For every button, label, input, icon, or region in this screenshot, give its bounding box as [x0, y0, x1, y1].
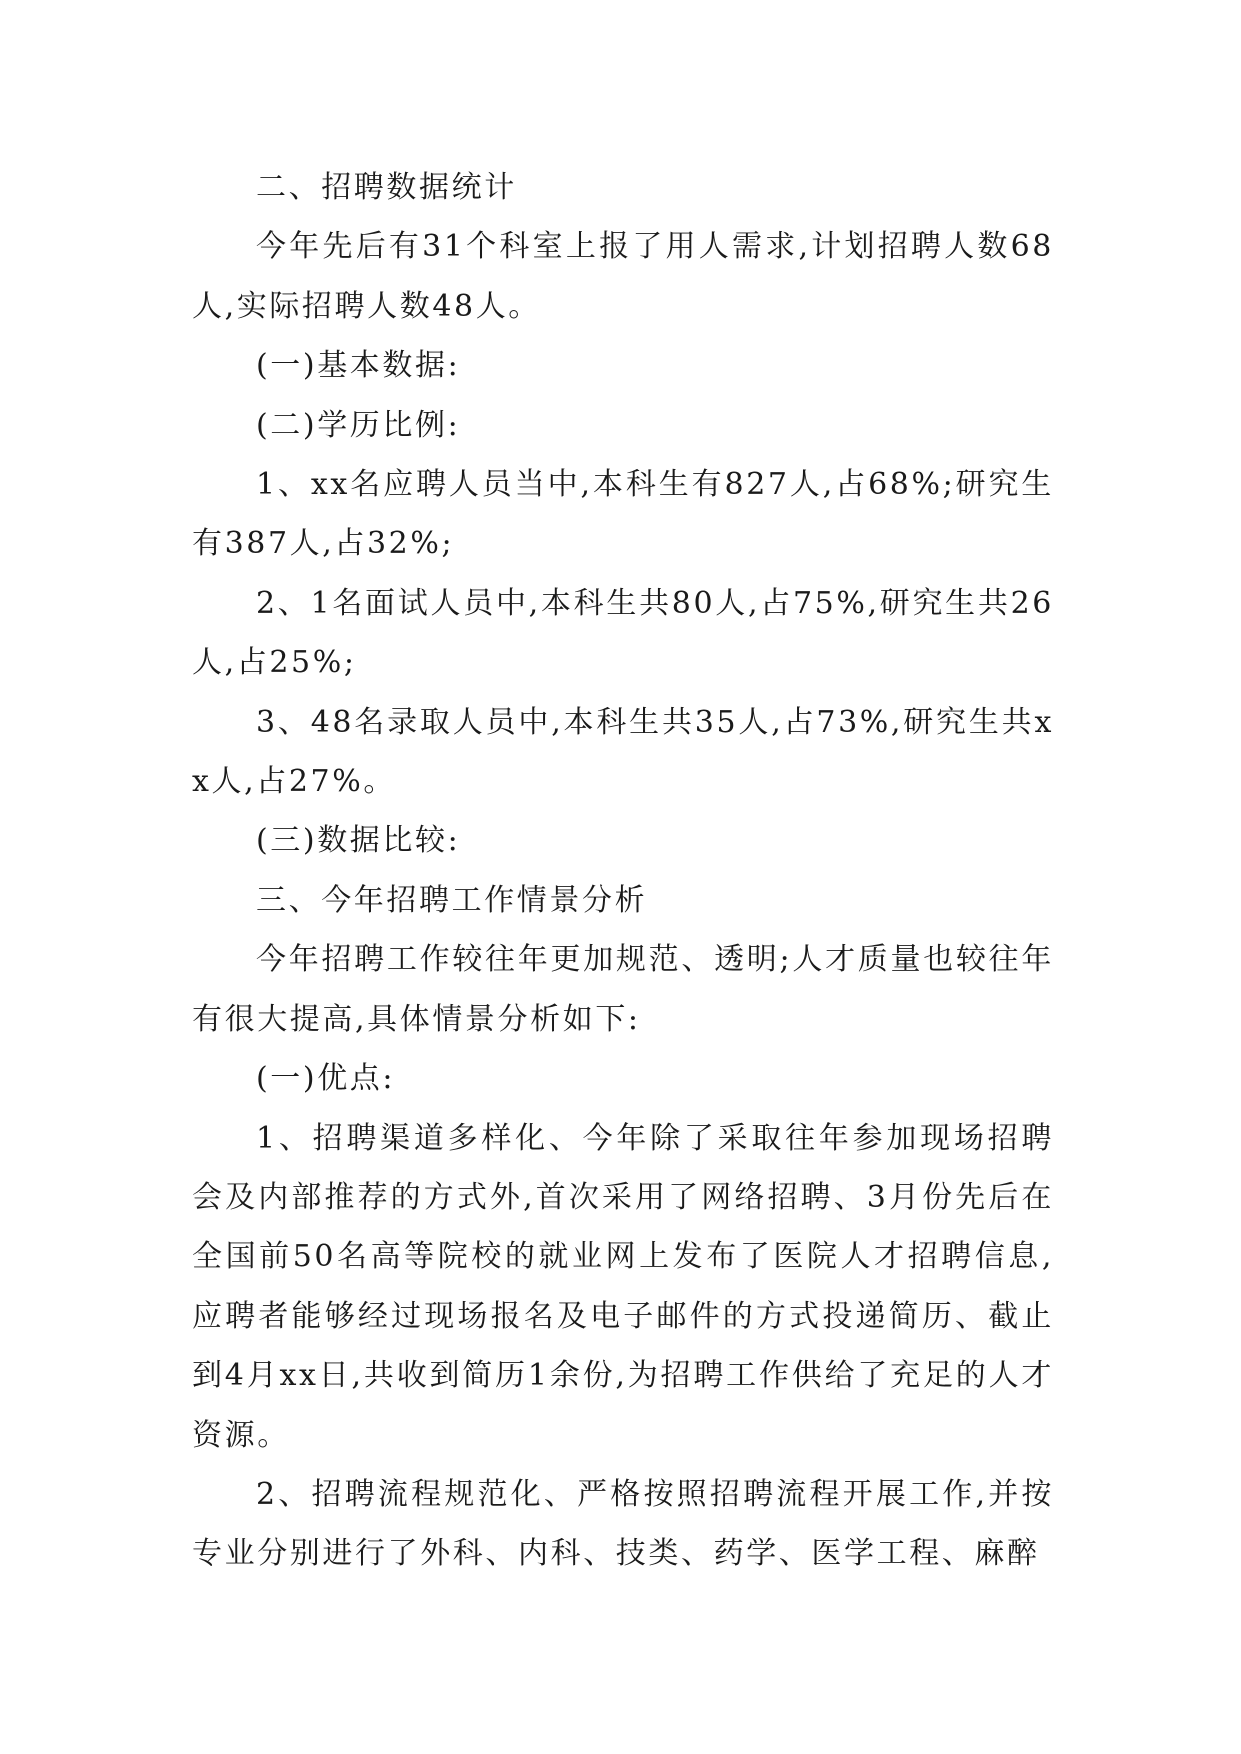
list-item-applicants-ratio: 1、xx名应聘人员当中,本科生有827人,占68%;研究生有387人,占32%; [192, 467, 1054, 562]
list-item-standardized-process: 2、招聘流程规范化、严格按照招聘流程开展工作,并按专业分别进行了外科、内科、技类、药学、医学工程、麻醉 [192, 1476, 1054, 1572]
document-body [192, 158, 1054, 1584]
list-item-hired-ratio: 3、48名录取人员中,本科生共35人,占73%,研究生共xx人,占27%。 [192, 704, 1054, 800]
subheading-basic-data: (一)基本数据: [256, 348, 461, 384]
section-heading-recruitment-statistics: 二、招聘数据统计 [256, 170, 517, 205]
subheading-advantages: (一)优点: [256, 1061, 396, 1097]
list-item-diverse-channels: 1、招聘渠道多样化、今年除了采取往年参加现场招聘会及内部推荐的方式外,首次采用了网络招聘、3月份先后在全国前50名高等院校的就业网上发布了医院人才招聘信息,应聘者能够经过现场报名及电子邮件的方式投递简历、截止到4月xx日,共收到简历1余份,为招聘工作供给了充足的人才资源。 [192, 1120, 1054, 1453]
list-item-interviewees-ratio: 2、1名面试人员中,本科生共80人,占75%,研究生共26人,占25%; [192, 585, 1054, 681]
subheading-data-comparison: (三)数据比较: [256, 823, 461, 859]
section-heading-analysis: 三、今年招聘工作情景分析 [256, 882, 648, 918]
paragraph-recruitment-summary: 今年先后有31个科室上报了用人需求,计划招聘人数68人,实际招聘人数48人。 [192, 229, 1054, 324]
subheading-education-ratio: (二)学历比例: [256, 407, 461, 443]
paragraph-analysis-intro: 今年招聘工作较往年更加规范、透明;人才质量也较往年有很大提高,具体情景分析如下: [192, 942, 1054, 1037]
